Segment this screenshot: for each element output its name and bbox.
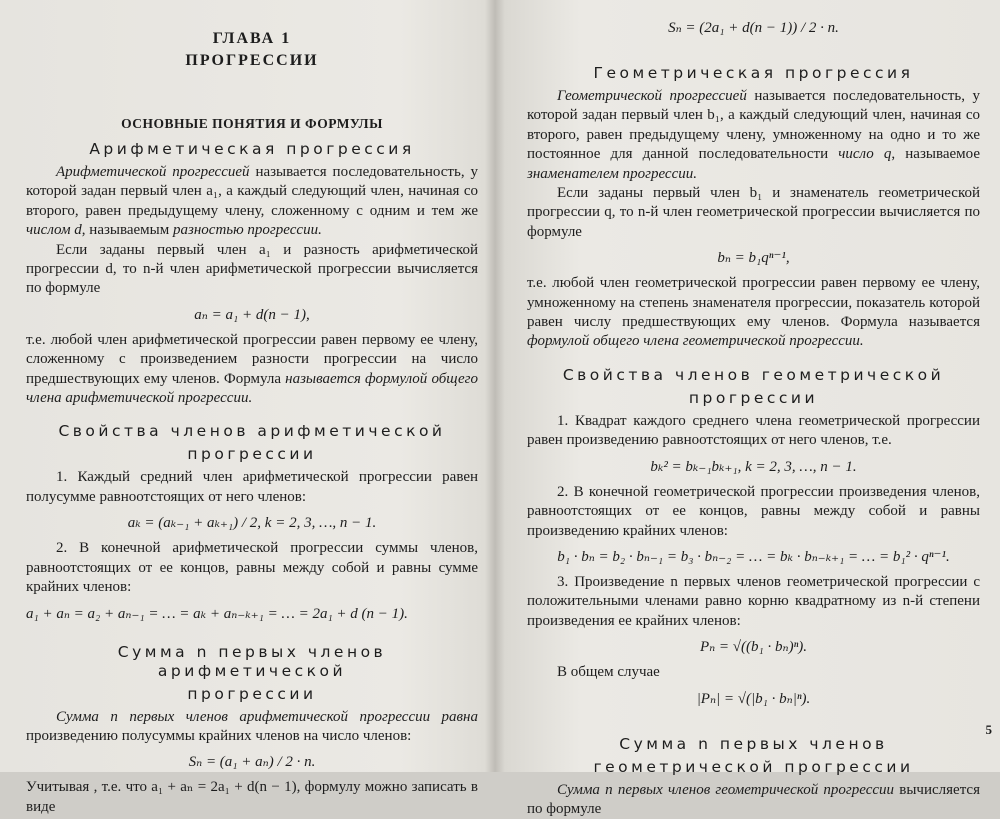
page-number: 5 xyxy=(985,722,992,737)
arith-sum-text: Сумма n первых членов арифметической прогрессии равна произведению полусуммы крайних членов на число членов: xyxy=(26,708,478,744)
arith-explain: т.е. любой член арифметической прогрессии равен первому ее члену, сложенному с произведением разности прогрессии на число предшествующих ему членов. Формула называется формулой общего члена арифметической прогрессии. xyxy=(26,331,478,407)
arith-sum-heading-2: прогрессии xyxy=(187,684,317,703)
geom-sum-heading-2: геометрической прогрессии xyxy=(593,757,914,776)
geom-general-text: В общем случае xyxy=(557,664,660,681)
sum-formula-top: Sₙ = (2a₁ + d(n − 1)) / 2 · n. xyxy=(668,20,839,36)
arith-heading: Арифметическая прогрессия xyxy=(89,140,415,158)
geom-prop2-formula: b₁ · bₙ = b₂ · bₙ₋₁ = b₃ · bₙ₋₂ = … = bₖ · bₙ₋ₖ₊₁ = … = b₁² · qⁿ⁻¹. xyxy=(557,548,950,565)
geom-props-heading-2: прогрессии xyxy=(688,388,819,407)
geom-prop3-text: 3. Произведение n первых членов геометрической прогрессии с положительными членами равно корню квадратному из n-й степени произведения ее крайних членов: xyxy=(527,573,980,629)
arith-prop1-formula: aₖ = (aₖ₋₁ + aₖ₊₁) / 2, k = 2, 3, …, n − 1. xyxy=(127,515,377,532)
arith-prop2-formula: a₁ + aₙ = a₂ + aₙ₋₁ = … = aₖ + aₙ₋ₖ₊₁ = … = 2a₁ + d (n − 1). xyxy=(26,605,408,622)
arith-sum-heading-1: Сумма n первых членов арифметической xyxy=(117,642,387,680)
arith-prop2-text: 2. В конечной арифметической прогрессии суммы членов, равноотстоящих от ее концов, равны между собой и равны сумме крайних членов: xyxy=(26,540,478,596)
geom-prop1-formula: bₖ² = bₖ₋₁bₖ₊₁, k = 2, 3, …, n − 1. xyxy=(650,458,857,475)
arith-sum-formula: Sₙ = (a₁ + aₙ) / 2 · n. xyxy=(188,754,316,771)
section-title: ОСНОВНЫЕ ПОНЯТИЯ И ФОРМУЛЫ xyxy=(121,116,383,131)
geom-general-formula: |Pₙ| = √(|b₁ · bₙ|ⁿ). xyxy=(696,690,811,707)
geom-prop2-text: 2. В конечной геометрической прогрессии произведения членов, равноотстоящих от ее концов, равны между собой и равны произведению крайних членов: xyxy=(527,483,980,539)
arith-definition: Арифметической прогрессией называется последовательность, у которой задан первый член a₁, а каждый следующий член, начиная со второго, равен предыдущему члену, сложенному с одним и тем же числом d, называемым разностью прогрессии. xyxy=(26,164,478,239)
geom-sum-text: Сумма n первых членов геометрической прогрессии вычисляется по формуле xyxy=(527,781,980,817)
arith-props-heading-1: Свойства членов арифметической xyxy=(58,422,446,441)
geom-sum-heading-1: Сумма n первых членов xyxy=(619,734,888,753)
geom-definition: Геометрической прогрессией называется последовательность, у которой задан первый член b₁, а каждый следующий член, начиная со второго, равен предыдущему члену, умноженному на одно и то же постоянное для данной последовательности число q, называемое знаменателем прогрессии. xyxy=(527,88,980,182)
geom-heading: Геометрическая прогрессия xyxy=(593,64,914,82)
geom-prop1-text: 1. Квадрат каждого среднего члена геометрической прогрессии равен произведению равноотстоящих от него членов, т.е. xyxy=(527,412,980,449)
chapter-title: ПРОГРЕССИИ xyxy=(185,52,319,69)
arith-prop1-text: 1. Каждый средний член арифметической прогрессии равен полусумме равноотстоящих от него членов: xyxy=(26,469,478,505)
geom-explain: т.е. любой член геометрической прогрессии равен первому ее члену, умноженному на степень знаменателя прогрессии, показатель которой равен числу предшествующих ему членов. Формула называется формулой общего члена геометрической прогрессии. xyxy=(527,275,980,350)
geom-nth-formula: bₙ = b₁qⁿ⁻¹, xyxy=(717,250,790,267)
right-page xyxy=(505,0,1000,817)
arith-sum-note: Учитывая , т.е. что a₁ + aₙ = 2a₁ + d(n − 1), формулу можно записать в виде xyxy=(26,779,478,815)
arith-props-heading-2: прогрессии xyxy=(187,445,317,464)
arith-def-term: Арифметической прогрессией xyxy=(56,164,250,180)
geom-nth-text: Если заданы первый член b₁ и знаменатель геометрической прогрессии q, то n-й член геометрической прогрессии вычисляется по формуле xyxy=(527,185,980,240)
chapter-label: ГЛАВА 1 xyxy=(212,30,292,47)
geom-props-heading-1: Свойства членов геометрической xyxy=(562,365,945,384)
arith-nth-formula: aₙ = a₁ + d(n − 1), xyxy=(194,306,310,323)
arith-nth-text: Если заданы первый член a₁ и разность арифметической прогрессии d, то n-й член арифметической прогрессии вычисляется по формуле xyxy=(26,241,478,297)
geom-prop3-formula: Pₙ = √((b₁ · bₙ)ⁿ). xyxy=(699,639,808,656)
left-page xyxy=(0,0,492,815)
